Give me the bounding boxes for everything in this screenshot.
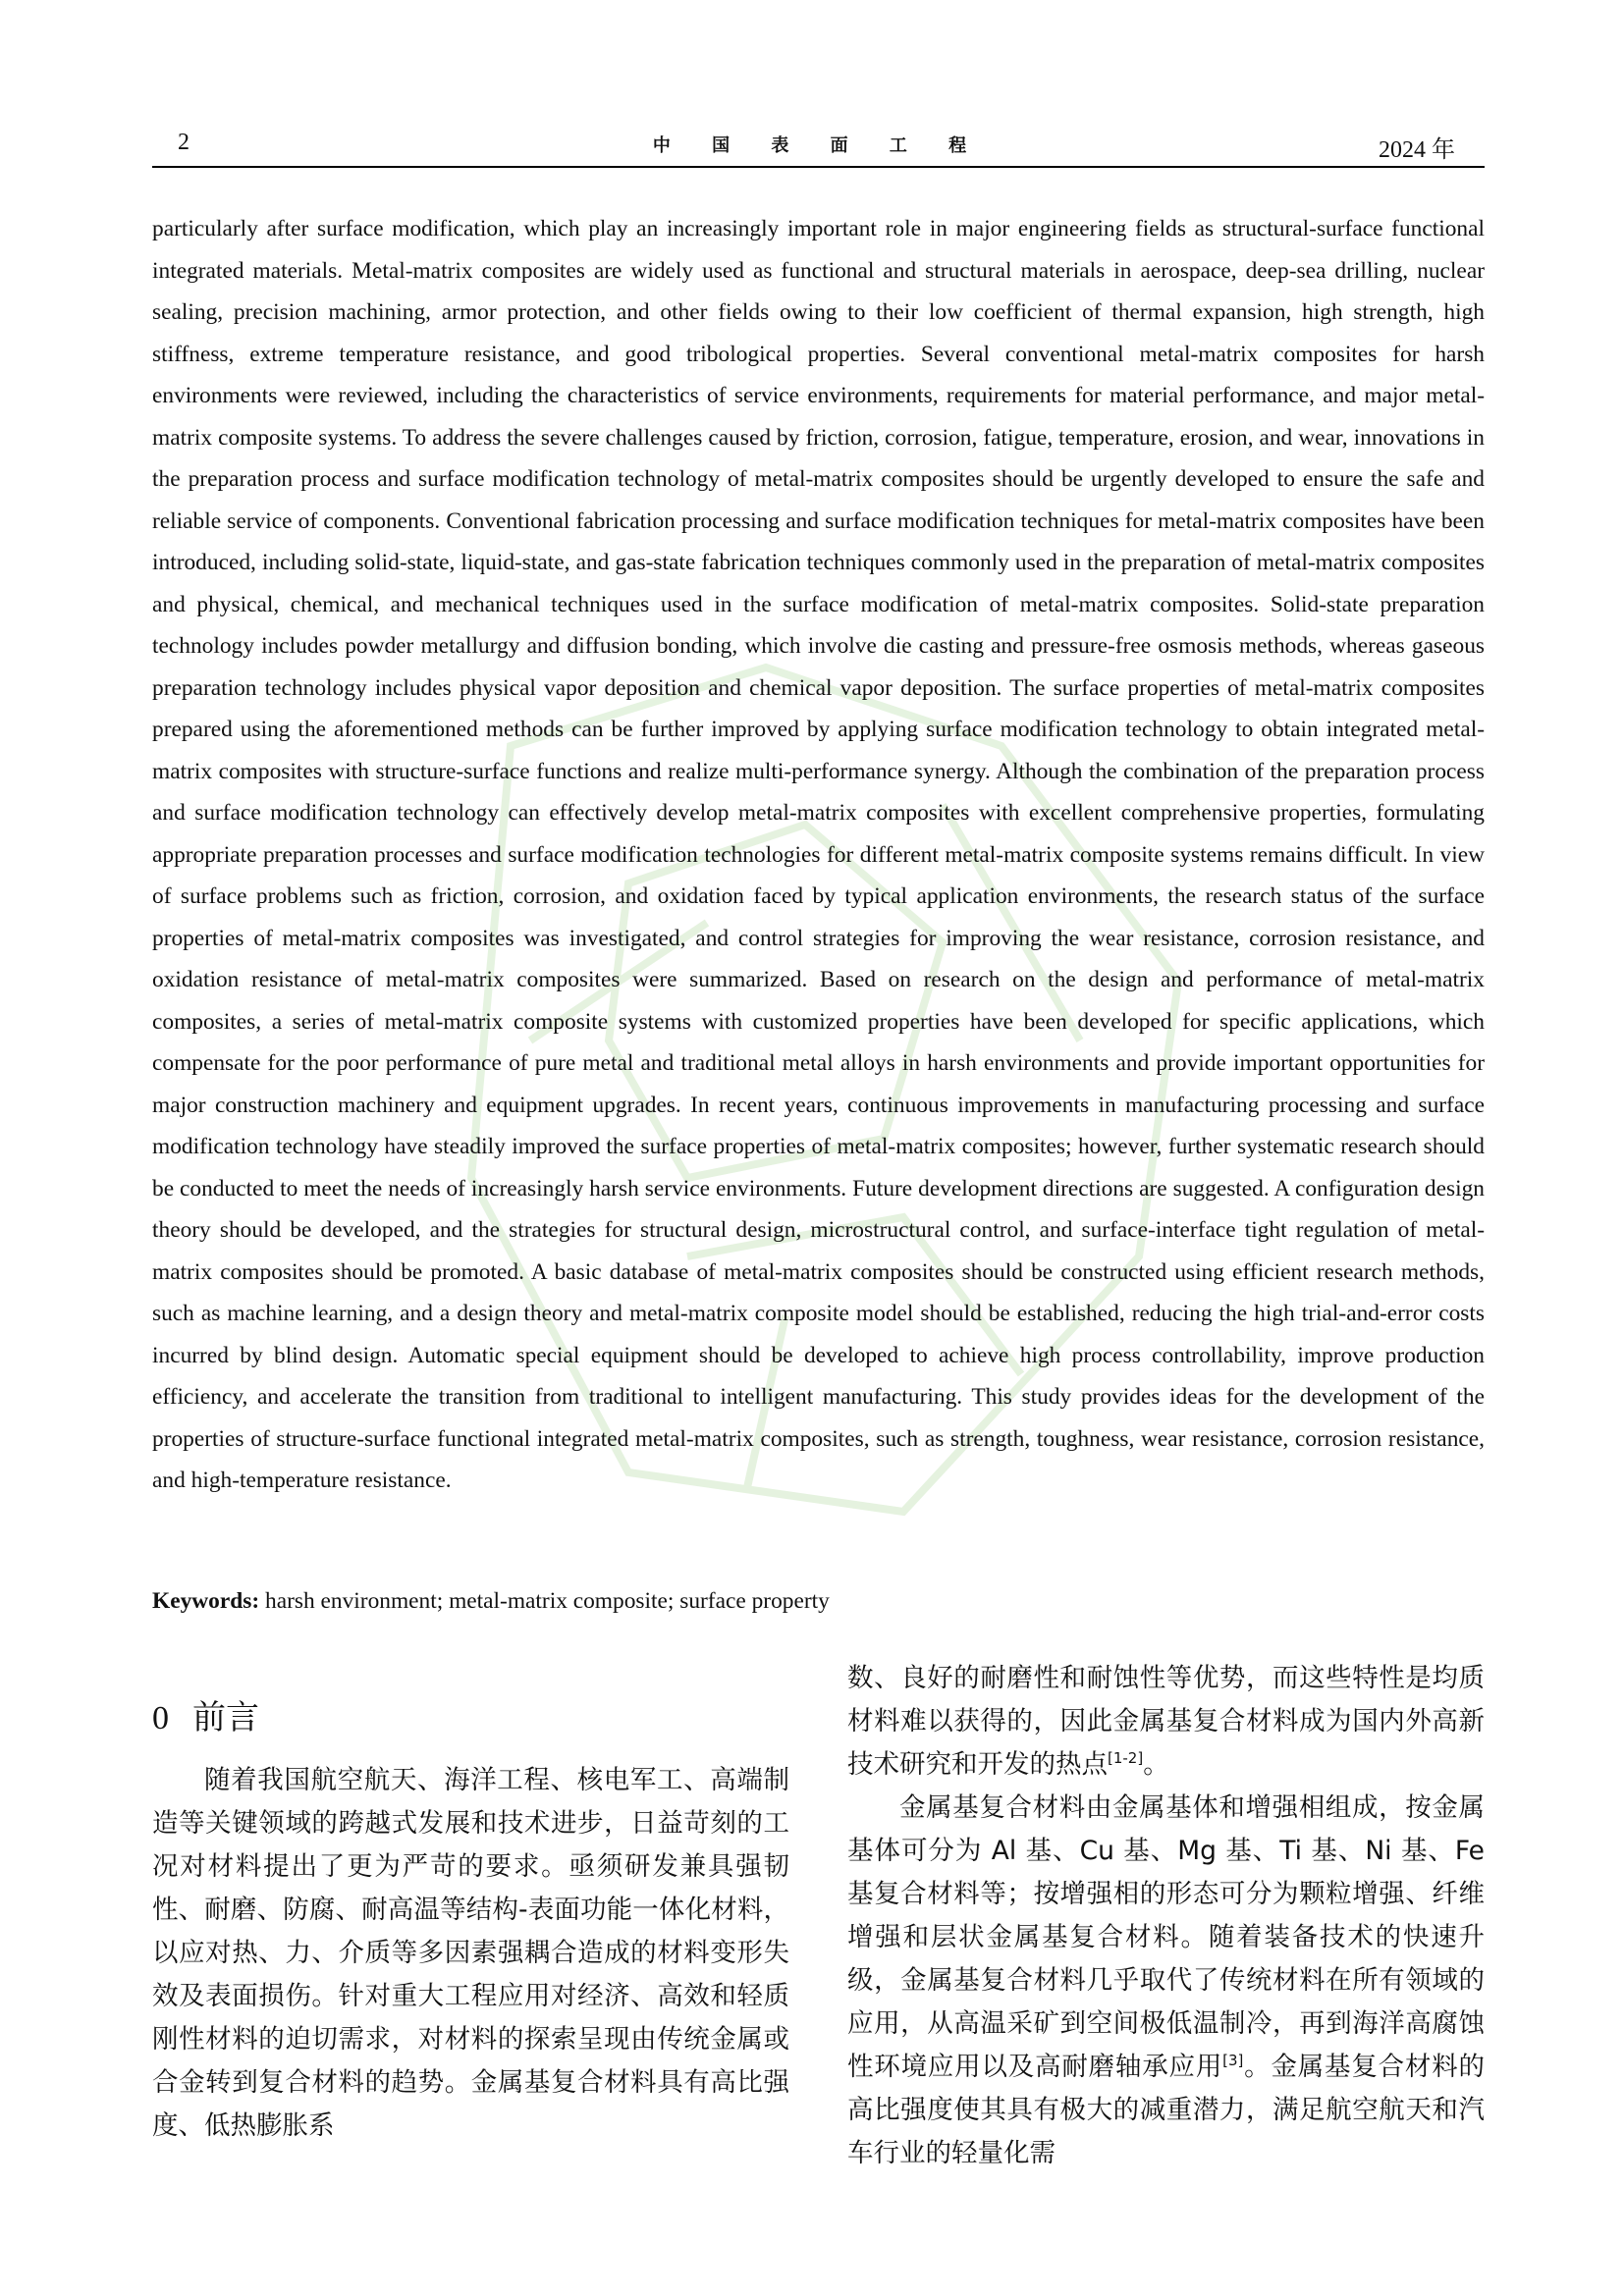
keywords-text: harsh environment; metal-matrix composite; surface property <box>259 1588 830 1614</box>
journal-name: 中 国 表 面 工 程 <box>652 135 985 156</box>
citation-ref: [3] <box>1222 2052 1244 2070</box>
section-heading <box>152 1690 259 1738</box>
continued-text: 数、良好的耐磨性和耐蚀性等优势，而这些特性是均质材料难以获得的，因此金属基复合材料成为国内外高新技术研究和开发的热点 <box>847 1663 1485 1780</box>
keywords-line <box>152 1588 1485 1615</box>
running-header <box>152 130 1485 169</box>
continued-paragraph <box>847 1657 1485 1787</box>
issue-year: 2024 年 <box>1379 137 1455 163</box>
intro-paragraph: 随着我国航空航天、海洋工程、核电军工、高端制造等关键领域的跨越式发展和技术进步，日益苛刻的工况对材料提出了更为严苛的要求。亟须研发兼具强韧性、耐磨、防腐、耐高温等结构-表面功能一体化材料，以应对热、力、介质等多因素强耦合造成的材料变形失效及表面损伤。针对重大工程应用对经济、高效和轻质刚性材料的迫切需求，对材料的探索呈现由传统金属或合金转到复合材料的趋势。金属基复合材料具有高比强度、低热膨胀系 <box>152 1765 789 2141</box>
composition-text-tail: 。金属基复合材料的高比强度使其具有极大的减重潜力，满足航空航天和汽车行业的轻量化需 <box>847 2052 1486 2168</box>
keywords-label: Keywords: <box>152 1588 260 1614</box>
english-abstract: particularly after surface modification, which play an increasingly important role in major engineering fields as structural-surface functional integrated materials. Metal-matrix composites are widely used as functional and structural materials in aerospace, deep-sea drilling, nuclear sealing, precision machining, armor protection, and other fields owing to their low coefficient of thermal expansion, high strength, high stiffness, extreme temperature resistance, and good tribological properties. Several conventional metal-matrix composites for harsh environments were reviewed, including the characteristics of service environments, requirements for material performance, and major metal-matrix composite systems. To address the severe challenges caused by friction, corrosion, fatigue, temperature, erosion, and wear, innovations in the preparation process and surface modification technology of metal-matrix composites should be urgently developed to ensure the safe and reliable service of components. Conventional fabrication processing and surface modification techniques for metal-matrix composites have been introduced, including solid-state, liquid-state, and gas-state fabrication techniques commonly used in the preparation of metal-matrix composites and physical, chemical, and mechanical techniques used in the surface modification of metal-matrix composites. Solid-state preparation technology includes powder metallurgy and diffusion bonding, which involve die casting and pressure-free osmosis methods, whereas gaseous preparation technology includes physical vapor deposition and chemical vapor deposition. The surface properties of metal-matrix composites prepared using the aforementioned methods can be further improved by applying surface modification technology to obtain integrated metal-matrix composites with structure-surface functions and realize multi-performance synergy. Although the combination of the preparation process and surface modification technology can effectively develop metal-matrix composites with excellent comprehensive properties, formulating appropriate preparation processes and surface modification technologies for different metal-matrix composite systems remains difficult. In view of surface problems such as friction, corrosion, and oxidation faced by typical application environments, the research status of the surface properties of metal-matrix composites was investigated, and control strategies for improving the wear resistance, corrosion resistance, and oxidation resistance of metal-matrix composites were summarized. Based on research on the design and performance of metal-matrix composites, a series of metal-matrix composite systems with customized properties have been developed for specific applications, which compensate for the poor performance of pure metal and traditional metal alloys in harsh environments and provide important opportunities for major construction machinery and equipment upgrades. In recent years, continuous improvements in manufacturing processing and surface modification technology have steadily improved the surface properties of metal-matrix composites; however, further systematic research should be conducted to meet the needs of increasingly harsh service environments. Future development directions are suggested. A configuration design theory should be developed, and the strategies for structural design, microstructural control, and surface-interface tight regulation of metal-matrix composites should be promoted. A basic database of metal-matrix composites should be constructed using efficient research methods, such as machine learning, and a design theory and metal-matrix composite model should be established, reducing the high trial-and-error costs incurred by blind design. Automatic special equipment should be developed to achieve high process controllability, improve production efficiency, and accelerate the transition from traditional to intelligent manufacturing. This study provides ideas for the development of the properties of structure-surface functional integrated metal-matrix composites, such as strength, toughness, wear resistance, corrosion resistance, and high-temperature resistance. <box>152 216 1485 1493</box>
right-column <box>847 1657 1485 2175</box>
page-number: 2 <box>178 130 189 155</box>
citation-ref: [1-2] <box>1108 1749 1144 1768</box>
continued-end: 。 <box>1143 1749 1169 1780</box>
composition-text: 金属基复合材料由金属基体和增强相组成，按金属基体可分为 Al 基、Cu 基、Mg 基、Ti 基、Ni 基、Fe 基复合材料等；按增强相的形态可分为颗粒增强、纤维增强和层状金属基复合材料。随着装备技术的快速升级，金属基复合材料几乎取代了传统材料在所有领域的应用，从高温采矿到空间极低温制冷，再到海洋高腐蚀性环境应用以及高耐磨轴承应用 <box>847 1792 1485 2082</box>
composition-paragraph <box>847 1787 1485 2175</box>
section-number: 0 <box>152 1700 169 1736</box>
left-column <box>152 1759 789 2148</box>
header-rule <box>152 166 1485 168</box>
section-title: 前言 <box>192 1698 259 1737</box>
